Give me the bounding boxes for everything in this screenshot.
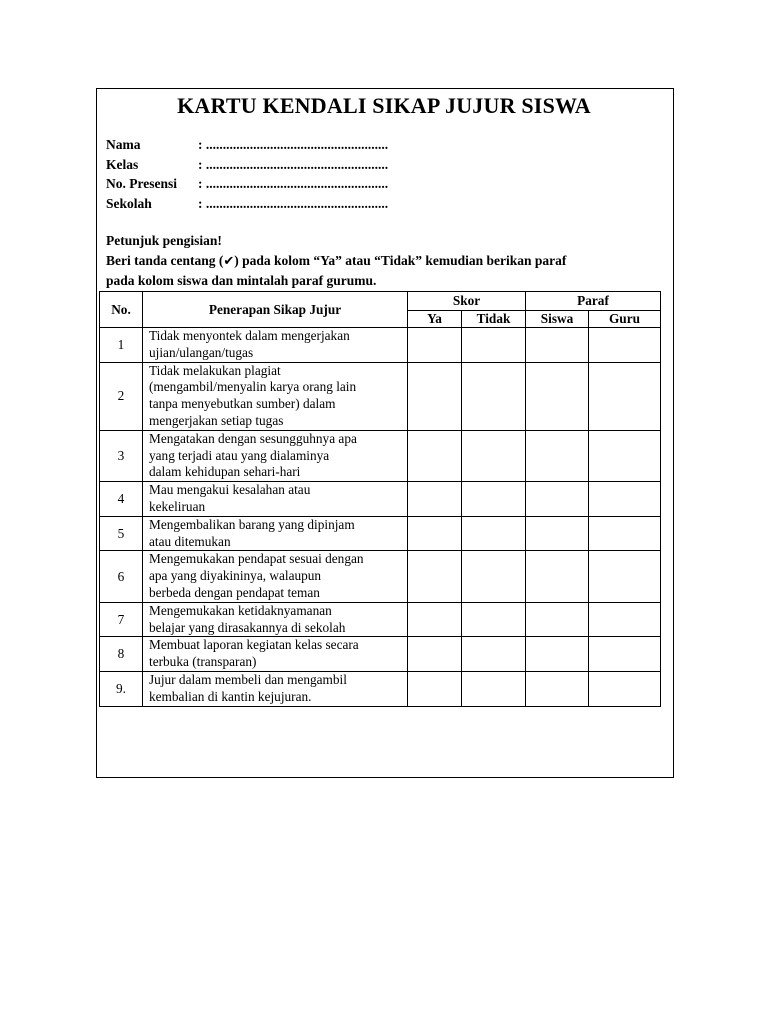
description-line: belajar yang dirasakannya di sekolah [149, 619, 346, 635]
cell-guru[interactable] [589, 671, 661, 706]
cell-ya[interactable] [408, 637, 462, 672]
row-number: 7 [100, 602, 143, 637]
field-sekolah [106, 196, 388, 216]
cell-tidak[interactable] [462, 328, 526, 363]
header-paraf: Paraf [526, 292, 661, 311]
row-number: 5 [100, 516, 143, 551]
row-description [143, 637, 408, 672]
row-number: 1 [100, 328, 143, 363]
description-line: Tidak menyontek dalam mengerjakan [149, 328, 350, 343]
field-blank: : ...................................................... [198, 195, 389, 211]
instructions-heading: Petunjuk pengisian! [106, 233, 222, 248]
description-line: kembalian di kantin kejujuran. [149, 688, 312, 704]
table-body [100, 328, 661, 707]
description-line: Tidak melakukan plagiat [149, 362, 281, 378]
instructions-line-1 [106, 253, 666, 273]
description-line: terbuka (transparan) [149, 654, 257, 670]
row-number: 3 [100, 430, 143, 481]
cell-ya[interactable] [408, 551, 462, 602]
description-line: kekeliruan [149, 498, 206, 514]
cell-siswa[interactable] [526, 602, 589, 637]
header-skor: Skor [408, 292, 526, 311]
description-line: dalam kehidupan sehari-hari [149, 464, 301, 480]
row-number: 4 [100, 482, 143, 517]
cell-guru[interactable] [589, 362, 661, 430]
cell-ya[interactable] [408, 430, 462, 481]
field-presensi [106, 176, 388, 196]
table-row [100, 671, 661, 706]
table-row [100, 328, 661, 363]
header-guru: Guru [589, 311, 661, 328]
cell-guru[interactable] [589, 551, 661, 602]
description-line: Mengemukakan ketidaknyamanan [149, 602, 332, 618]
cell-siswa[interactable] [526, 671, 589, 706]
table-row [100, 430, 661, 481]
row-description [143, 430, 408, 481]
header-tidak: Tidak [462, 311, 526, 328]
cell-ya[interactable] [408, 482, 462, 517]
description-line: Jujur dalam membeli dan mengambil [149, 671, 347, 687]
cell-siswa[interactable] [526, 516, 589, 551]
check-mark-icon: ✔ [223, 254, 235, 269]
description-line: Mengembalikan barang yang dipinjam [149, 516, 355, 532]
cell-tidak[interactable] [462, 516, 526, 551]
cell-tidak[interactable] [462, 637, 526, 672]
cell-tidak[interactable] [462, 430, 526, 481]
row-number: 8 [100, 637, 143, 672]
page-title: KARTU KENDALI SIKAP JUJUR SISWA [177, 93, 591, 118]
cell-ya[interactable] [408, 602, 462, 637]
cell-siswa[interactable] [526, 482, 589, 517]
cell-ya[interactable] [408, 328, 462, 363]
header-ya: Ya [408, 311, 462, 328]
row-description [143, 482, 408, 517]
row-number: 6 [100, 551, 143, 602]
header-siswa: Siswa [526, 311, 589, 328]
row-number: 9. [100, 671, 143, 706]
field-kelas [106, 157, 388, 177]
field-nama [106, 137, 388, 157]
description-line: berbeda dengan pendapat teman [149, 584, 320, 600]
table-row [100, 637, 661, 672]
description-line: ujian/ulangan/tugas [149, 344, 254, 360]
cell-siswa[interactable] [526, 430, 589, 481]
cell-guru[interactable] [589, 328, 661, 363]
cell-guru[interactable] [589, 516, 661, 551]
field-blank: : ...................................................... [198, 156, 389, 172]
instructions-text: ) pada kolom “Ya” atau “Tidak” kemudian berikan paraf [234, 253, 567, 268]
table-row [100, 551, 661, 602]
description-line: Mengatakan dengan sesungguhnya apa [149, 430, 357, 446]
cell-guru[interactable] [589, 602, 661, 637]
field-label: Nama [106, 137, 141, 152]
description-line: apa yang diyakininya, walaupun [149, 568, 322, 584]
assessment-table [99, 291, 661, 707]
field-label: No. Presensi [106, 176, 177, 191]
cell-tidak[interactable] [462, 362, 526, 430]
description-line: Membuat laporan kegiatan kelas secara [149, 637, 359, 653]
row-description [143, 551, 408, 602]
table-row [100, 362, 661, 430]
field-label: Kelas [106, 156, 139, 172]
instructions [106, 233, 666, 293]
field-label: Sekolah [106, 195, 152, 211]
row-number: 2 [100, 362, 143, 430]
row-description [143, 362, 408, 430]
description-line: yang terjadi atau yang dialaminya [149, 447, 330, 463]
cell-tidak[interactable] [462, 551, 526, 602]
header-sikap: Penerapan Sikap Jujur [143, 292, 408, 328]
header-no: No. [100, 292, 143, 328]
cell-tidak[interactable] [462, 602, 526, 637]
description-line: (mengambil/menyalin karya orang lain [149, 379, 357, 395]
row-description [143, 516, 408, 551]
student-info [106, 137, 388, 215]
description-line: atau ditemukan [149, 533, 231, 549]
row-description [143, 328, 408, 363]
field-blank: : ...................................................... [198, 176, 389, 191]
instructions-line-2: pada kolom siswa dan mintalah paraf gurumu. [106, 273, 377, 288]
row-description [143, 671, 408, 706]
cell-tidak[interactable] [462, 671, 526, 706]
description-line: Mau mengakui kesalahan atau [149, 482, 311, 498]
cell-ya[interactable] [408, 671, 462, 706]
cell-siswa[interactable] [526, 637, 589, 672]
table-row [100, 482, 661, 517]
cell-guru[interactable] [589, 482, 661, 517]
cell-siswa[interactable] [526, 551, 589, 602]
cell-tidak[interactable] [462, 482, 526, 517]
instructions-text: Beri tanda centang ( [106, 253, 224, 268]
description-line: mengerjakan setiap tugas [149, 412, 284, 428]
cell-guru[interactable] [589, 430, 661, 481]
table-row [100, 602, 661, 637]
description-line: tanpa menyebutkan sumber) dalam [149, 396, 336, 412]
field-blank: : ...................................................... [198, 137, 389, 152]
cell-siswa[interactable] [526, 362, 589, 430]
cell-ya[interactable] [408, 516, 462, 551]
cell-guru[interactable] [589, 637, 661, 672]
row-description [143, 602, 408, 637]
description-line: Mengemukakan pendapat sesuai dengan [149, 551, 364, 567]
cell-siswa[interactable] [526, 328, 589, 363]
table-row [100, 516, 661, 551]
cell-ya[interactable] [408, 362, 462, 430]
